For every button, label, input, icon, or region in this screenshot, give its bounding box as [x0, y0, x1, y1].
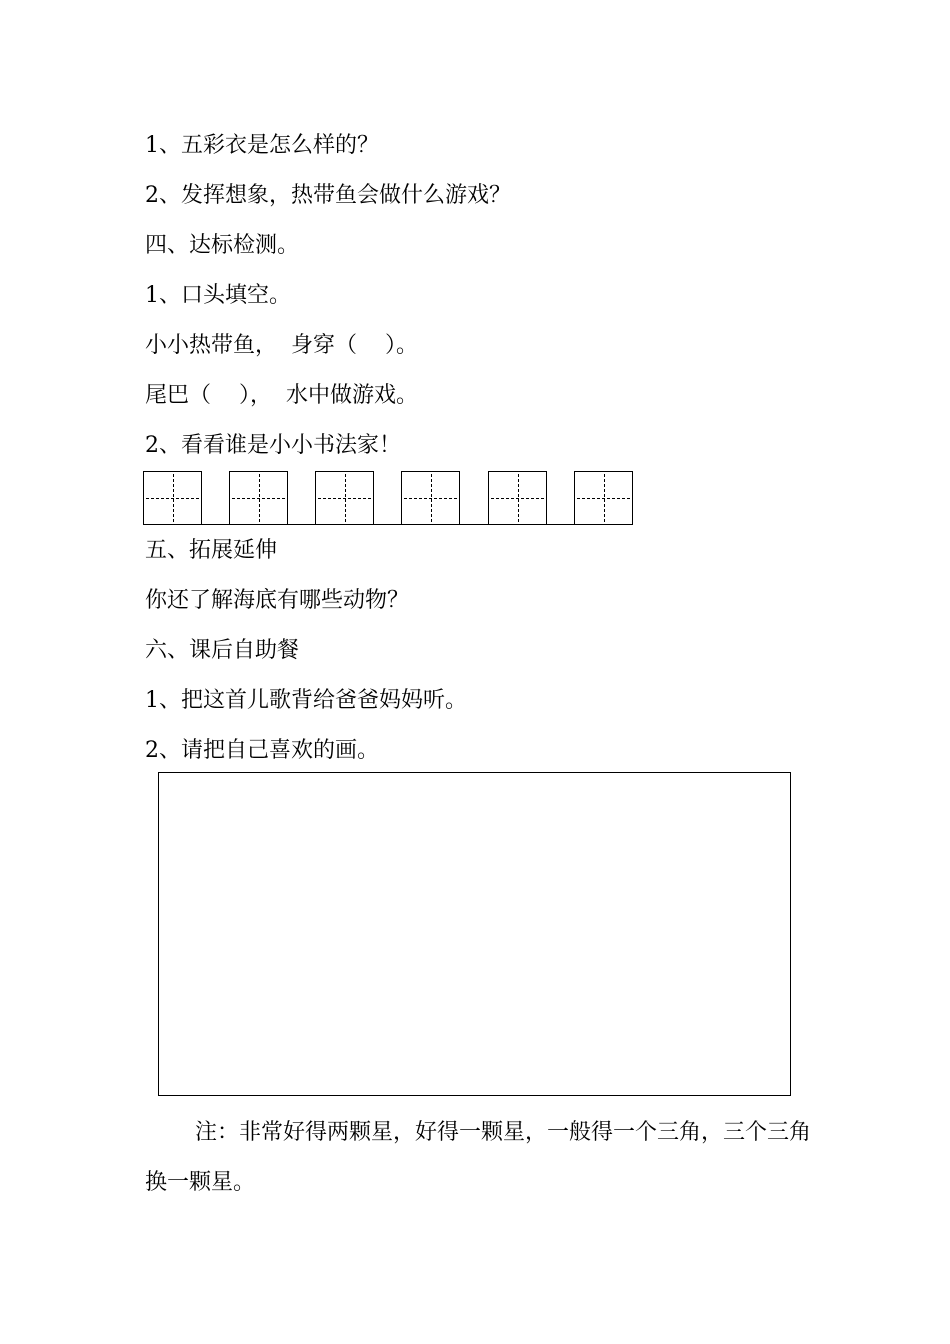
task-2: 2、看看谁是小小书法家！: [145, 433, 401, 458]
writing-cell[interactable]: [143, 471, 202, 525]
homework-2: 2、请把自己喜欢的画。: [145, 738, 379, 763]
writing-grid-row: [143, 471, 633, 525]
question-1: 1、五彩衣是怎么样的？: [145, 133, 379, 158]
section-heading-4: 四、达标检测。: [145, 233, 300, 258]
writing-cell[interactable]: [488, 471, 547, 525]
scoring-note: 注：非常好得两颗星，好得一颗星，一般得一个三角，三个三角换一颗星。: [145, 1120, 812, 1195]
writing-cell[interactable]: [315, 471, 374, 525]
writing-cell[interactable]: [229, 471, 288, 525]
writing-cell[interactable]: [401, 471, 460, 525]
writing-cell[interactable]: [574, 471, 633, 525]
question-2: 2、发挥想象，热带鱼会做什么游戏？: [145, 183, 511, 208]
task-1: 1、口头填空。: [145, 283, 291, 308]
section-heading-5: 五、拓展延伸: [145, 538, 278, 563]
fill-blank-2: 尾巴（ ）， 水中做游戏。: [145, 383, 418, 408]
drawing-area[interactable]: [158, 772, 791, 1096]
homework-1: 1、把这首儿歌背给爸爸妈妈听。: [145, 688, 467, 713]
grid-baseline: [143, 524, 633, 525]
fill-blank-1: 小小热带鱼， 身穿（ ）。: [145, 333, 418, 358]
section-heading-6: 六、课后自助餐: [145, 638, 300, 663]
extension-question: 你还了解海底有哪些动物？: [145, 588, 410, 613]
